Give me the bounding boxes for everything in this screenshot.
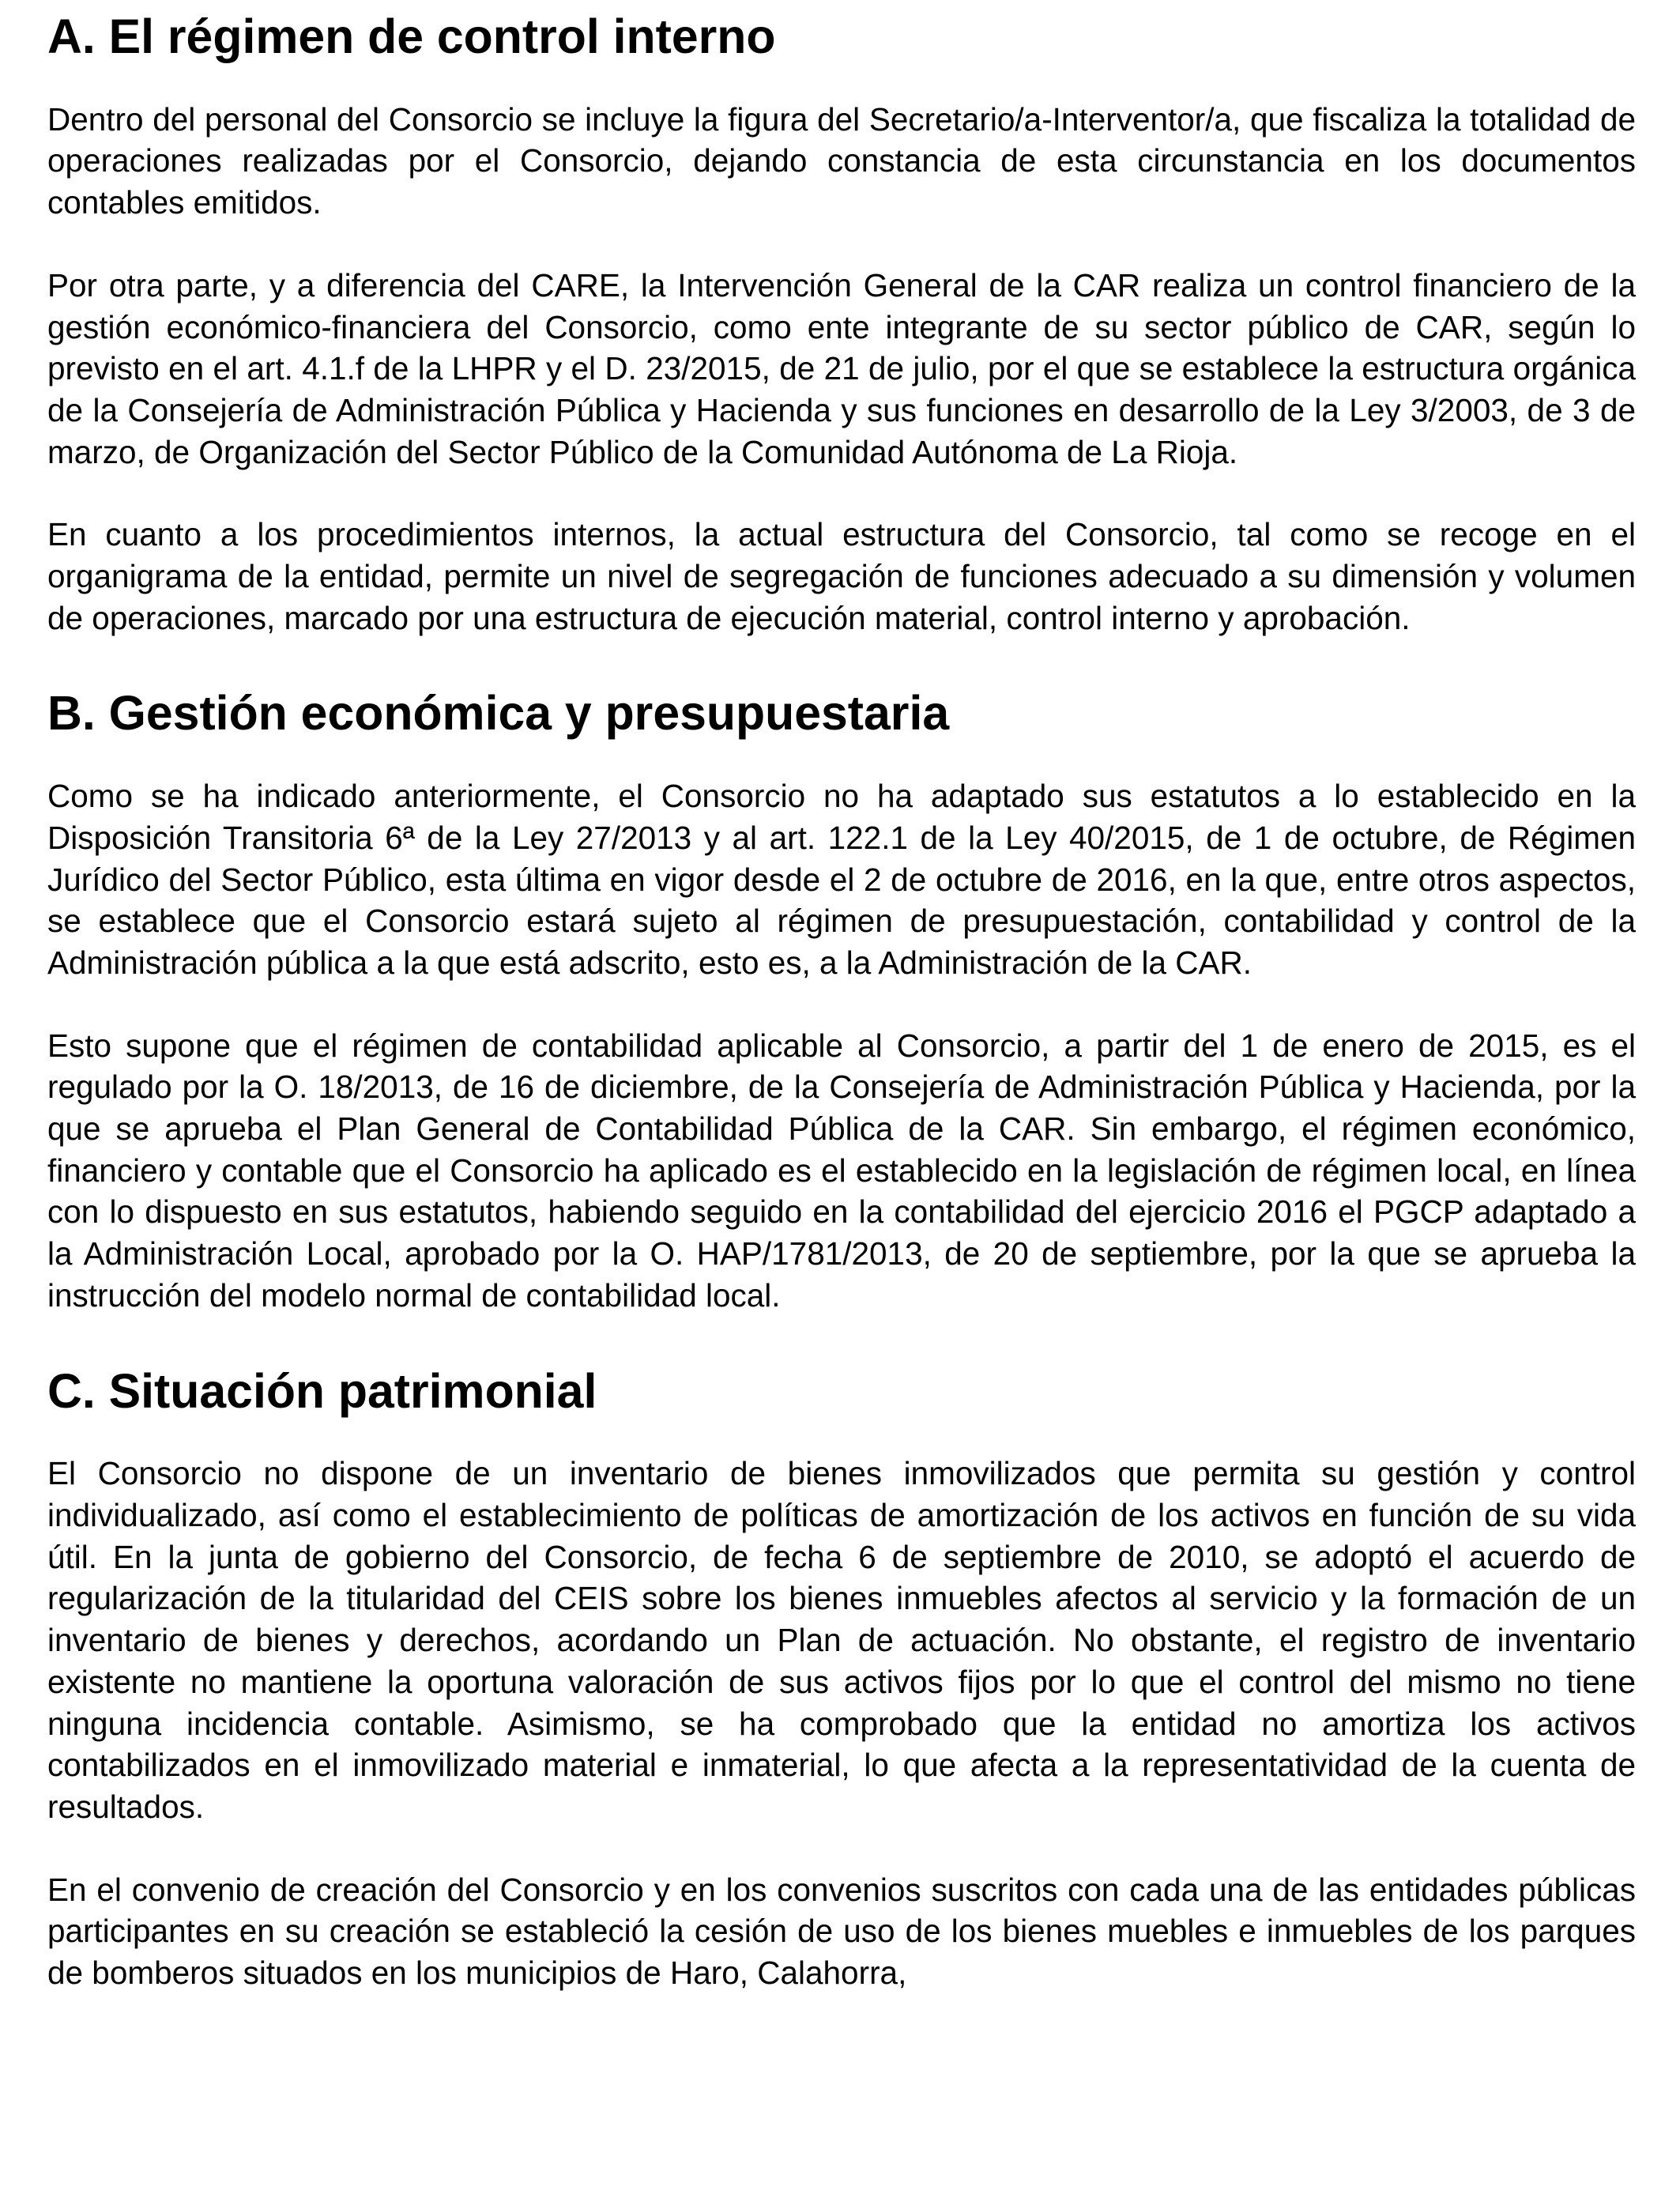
document-page <box>47 9 1636 1994</box>
section-c <box>47 1363 1636 1994</box>
paragraph-a-2: Por otra parte, y a diferencia del CARE, la Intervención General de la CAR realiza un control financiero de la gestión económico-financiera del Consorcio, como ente integrante de su sector público de CAR, según lo previsto en el art. 4.1.f de la LHPR y el D. 23/2015, de 21 de julio, por el que se establece la estructura orgánica de la Consejería de Administración Pública y Hacienda y sus funciones en desarrollo de la Ley 3/2003, de 3 de marzo, de Organización del Sector Público de la Comunidad Autónoma de La Rioja. <box>47 266 1636 470</box>
section-heading-b: B. Gestión económica y presupuestaria <box>47 686 950 741</box>
paragraph-b-1: Como se ha indicado anteriormente, el Consorcio no ha adaptado sus estatutos a lo establecido en la Disposición Transitoria 6ª de la Ley 27/2013 y al art. 122.1 de la Ley 40/2015, de 1 de octubre, de Régimen Jurídico del Sector Público, esta última en vigor desde el 2 de octubre de 2016, en la que, entre otros aspectos, se establece que el Consorcio estará sujeto al régimen de presupuestación, contabilidad y control de la Administración pública a la que está adscrito, esto es, a la Administración de la CAR. <box>47 778 1636 981</box>
paragraph-b-2: Esto supone que el régimen de contabilidad aplicable al Consorcio, a partir del 1 de enero de 2015, es el regulado por la O. 18/2013, de 16 de diciembre, de la Consejería de Administración Pública y Hacienda, por la que se aprueba el Plan General de Contabilidad Pública de la CAR. Sin embargo, el régimen económico, financiero y contable que el Consorcio ha aplicado es el establecido en la legislación de régimen local, en línea con lo dispuesto en sus estatutos, habiendo seguido en la contabilidad del ejercicio 2016 el PGCP adaptado a la Administración Local, aprobado por la O. HAP/1781/2013, de 20 de septiembre, por la que se aprueba la instrucción del modelo normal de contabilidad local. <box>47 1027 1636 1314</box>
paragraph-c-1: El Consorcio no dispone de un inventario de bienes inmovilizados que permita su gestión y control individualizado, así como el establecimiento de políticas de amortización de los activos en función de su vida útil. En la junta de gobierno del Consorcio, de fecha 6 de septiembre de 2010, se adoptó el acuerdo de regularización de la titularidad del CEIS sobre los bienes inmuebles afectos al servicio y la formación de un inventario de bienes y derechos, acordando un Plan de actuación. No obstante, el registro de inventario existente no mantiene la oportuna valoración de sus activos fijos por lo que el control del mismo no tiene ninguna incidencia contable. Asimismo, se ha comprobado que la entidad no amortiza los activos contabilizados en el inmovilizado material e inmaterial, lo que afecta a la representatividad de la cuenta de resultados. <box>47 1455 1636 1825</box>
section-a <box>47 9 1636 639</box>
section-heading-a: A. El régimen de control interno <box>47 9 776 63</box>
paragraph-c-2: En el convenio de creación del Consorcio y en los convenios suscritos con cada una de las entidades públicas participantes en su creación se estableció la cesión de uso de los bienes muebles e inmuebles de los parques de bomberos situados en los municipios de Haro, Calahorra, <box>47 1871 1636 1992</box>
section-heading-c: C. Situación patrimonial <box>47 1363 597 1418</box>
paragraph-a-3: En cuanto a los procedimientos internos, la actual estructura del Consorcio, tal como se recoge en el organigrama de la entidad, permite un nivel de segregación de funciones adecuado a su dimensión y volumen de operaciones, marcado por una estructura de ejecución material, control interno y aprobación. <box>47 516 1636 636</box>
paragraph-a-1: Dentro del personal del Consorcio se incluye la figura del Secretario/a-Interventor/a, que fiscaliza la totalidad de operaciones realizadas por el Consorcio, dejando constancia de esta circunstancia en los documentos contables emitidos. <box>47 100 1636 221</box>
section-b <box>47 686 1636 1316</box>
